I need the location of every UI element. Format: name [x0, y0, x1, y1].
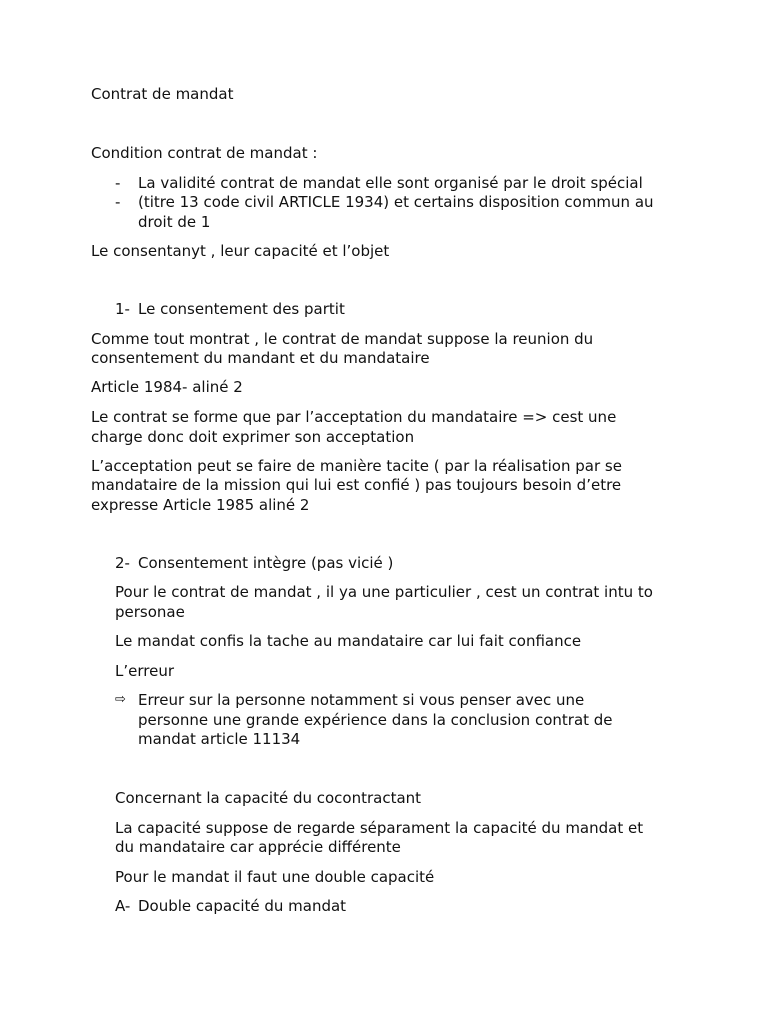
paragraph-line: Article 1984- aliné 2 — [91, 378, 243, 396]
subsection-letter: A- — [115, 897, 131, 915]
paragraph-line: L’acceptation peut se faire de manière tacite ( par la réalisation par se — [91, 457, 622, 475]
section-number: 1- — [115, 300, 130, 318]
paragraph-line: L’erreur — [115, 662, 174, 680]
section-number: 2- — [115, 554, 130, 572]
subsection-heading: Double capacité du mandat — [138, 897, 347, 915]
paragraph-line: Pour le contrat de mandat , il ya une particulier , cest un contrat intu to — [115, 583, 653, 601]
paragraph-line: Comme tout montrat , le contrat de mandat suppose la reunion du — [91, 330, 594, 348]
list-item-continuation: droit de 1 — [138, 213, 211, 231]
dash-bullet-2: - — [115, 193, 121, 211]
paragraph-line: charge donc doit exprimer son acceptation — [91, 428, 415, 446]
paragraph-line: expresse Article 1985 aliné 2 — [91, 496, 310, 514]
paragraph-line: consentement du mandant et du mandataire — [91, 349, 430, 367]
conditions-summary: Le consentanyt , leur capacité et l’objet — [91, 242, 390, 260]
paragraph-line: Concernant la capacité du cocontractant — [115, 789, 422, 807]
condition-heading: Condition contrat de mandat : — [91, 144, 318, 162]
paragraph-line: Pour le mandat il faut une double capacité — [115, 868, 435, 886]
section-heading: Le consentement des partit — [138, 300, 345, 318]
paragraph-line: mandataire de la mission qui lui est confié ) pas toujours besoin d’etre — [91, 476, 622, 494]
paragraph-line: personae — [115, 603, 185, 621]
arrow-item-line: Erreur sur la personne notamment si vous penser avec une — [138, 691, 585, 709]
paragraph-line: Le contrat se forme que par l’acceptation du mandataire => cest une — [91, 408, 617, 426]
document-title: Contrat de mandat — [91, 85, 234, 103]
arrow-item-line: personne une grande expérience dans la conclusion contrat de — [138, 711, 613, 729]
dash-bullet-1: - — [115, 174, 121, 192]
arrow-item-line: mandat article 11134 — [138, 730, 301, 748]
arrow-bullet-icon: ⇨ — [115, 692, 126, 707]
list-item: (titre 13 code civil ARTICLE 1934) et certains disposition commun au — [138, 193, 654, 211]
list-item: La validité contrat de mandat elle sont organisé par le droit spécial — [138, 174, 643, 192]
paragraph-line: du mandataire car apprécie différente — [115, 838, 401, 856]
section-heading: Consentement intègre (pas vicié ) — [138, 554, 394, 572]
paragraph-line: Le mandat confis la tache au mandataire car lui fait confiance — [115, 632, 582, 650]
paragraph-line: La capacité suppose de regarde séparament la capacité du mandat et — [115, 819, 644, 837]
